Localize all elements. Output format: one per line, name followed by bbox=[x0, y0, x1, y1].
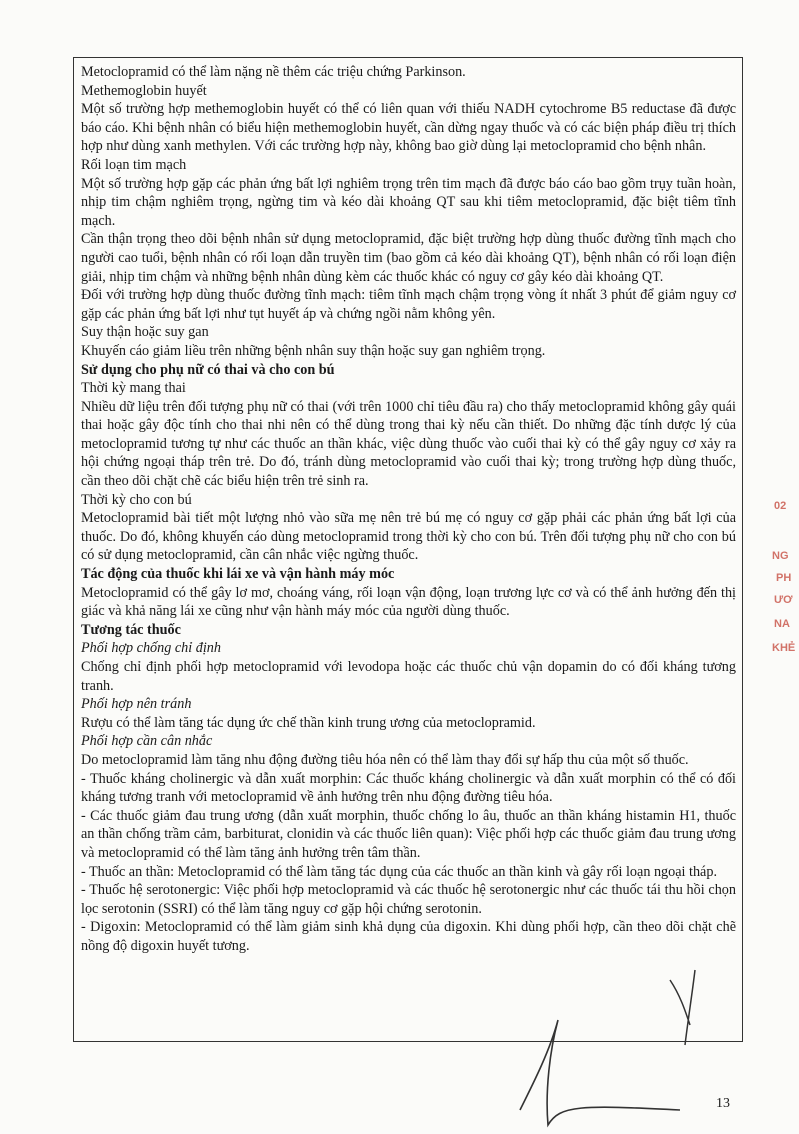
bold-heading: Sử dụng cho phụ nữ có thai và cho con bú bbox=[81, 361, 335, 378]
paragraph: Rượu có thể làm tăng tác dụng ức chế thần kinh trung ương của metoclopramid. bbox=[81, 714, 536, 731]
paragraph: Nhiều dữ liệu trên đối tượng phụ nữ có thai (với trên 1000 chỉ tiêu đầu ra) cho thấy metoclopramid không gây quái thai hoặc gây độc tính cho thai nhi nên có thể dùng trong thai kỳ nếu cần thiết. Do những đặc tính dược lý của metoclopramid tương tự như các thuốc an thần khác, việc dùng thuốc vào cuối thai kỳ có thể gây nguy cơ xảy ra hội chứng ngoại tháp trên trẻ. Do đó, tránh dùng metoclopramid vào cuối thai kỳ; trong trường hợp dùng thuốc, cần theo dõi chặt chẽ các biểu hiện trên trẻ sinh ra. bbox=[81, 398, 736, 490]
stamp-text: 02 bbox=[774, 500, 787, 512]
section-heading: Suy thận hoặc suy gan bbox=[81, 324, 209, 341]
italic-heading: Phối hợp chống chỉ định bbox=[81, 640, 221, 657]
paragraph: Khuyến cáo giảm liều trên những bệnh nhân suy thận hoặc suy gan nghiêm trọng. bbox=[81, 342, 546, 359]
page-number: 13 bbox=[716, 1096, 730, 1111]
stamp-text: ƯƠ bbox=[774, 594, 793, 606]
stamp-text: KHẺ bbox=[772, 642, 796, 654]
paragraph: Cần thận trọng theo dõi bệnh nhân sử dụng metoclopramid, đặc biệt trường hợp dùng thuốc đường tĩnh mạch cho người cao tuổi, bệnh nhân có rối loạn dẫn truyền tim (bao gồm cả kéo dài khoảng QT), bệnh nhân có rối loạn điện giải, nhịp tim chậm và những bệnh nhân dùng kèm các thuốc khác có nguy cơ gây kéo dài khoảng QT. bbox=[81, 231, 736, 285]
list-item: - Thuốc hệ serotonergic: Việc phối hợp metoclopramid và các thuốc hệ serotonergic như các thuốc tái thu hồi chọn lọc serotonin (SSRI) có thể làm tăng nguy cơ gặp hội chứng serotonin. bbox=[81, 882, 736, 917]
paragraph: Metoclopramid có thể gây lơ mơ, choáng váng, rối loạn vận động, loạn trương lực cơ và có thể ảnh hưởng đến thị giác và khả năng lái xe cũng như vận hành máy móc của người dùng thuốc. bbox=[81, 584, 736, 620]
stamp-text: NA bbox=[774, 618, 790, 630]
stamp-fragment bbox=[762, 370, 799, 700]
paragraph: Một số trường hợp gặp các phản ứng bất lợi nghiêm trọng trên tim mạch đã được báo cáo bao gồm trụy tuần hoàn, nhịp tim chậm nghiêm trọng, ngừng tim và kéo dài khoảng QT sau khi tiêm metoclopramid, đặc biệt tiêm tĩnh mạch. bbox=[81, 175, 736, 229]
italic-heading: Phối hợp cần cân nhắc bbox=[81, 733, 213, 750]
list-item: - Các thuốc giảm đau trung ương (dẫn xuất morphin, thuốc chống lo âu, thuốc an thần kháng histamin H1, thuốc an thần chống trầm cảm, barbiturat, clonidin và các thuốc liên quan): Việc phối hợp các thuốc giảm đau trung ương và metoclopramid có thể làm tăng ảnh hưởng trên tâm thần. bbox=[81, 807, 736, 861]
document-body bbox=[81, 63, 736, 956]
list-item: - Digoxin: Metoclopramid có thể làm giảm sinh khả dụng của digoxin. Khi dùng phối hợp, cần theo dõi chặt chẽ nồng độ digoxin huyết tương. bbox=[81, 919, 736, 954]
bold-heading: Tương tác thuốc bbox=[81, 621, 181, 638]
paragraph: Metoclopramid có thể làm nặng nề thêm các triệu chứng Parkinson. bbox=[81, 64, 466, 80]
stamp-text: PH bbox=[776, 572, 792, 584]
paragraph: Do metoclopramid làm tăng nhu động đường tiêu hóa nên có thể làm thay đổi sự hấp thu của một số thuốc. bbox=[81, 751, 689, 768]
paragraph: Đối với trường hợp dùng thuốc đường tĩnh mạch: tiêm tĩnh mạch chậm trọng vòng ít nhất 3 phút để giảm nguy cơ gặp các phản ứng bất lợi như tụt huyết áp và chứng ngồi nằm không yên. bbox=[81, 287, 736, 322]
paragraph: Một số trường hợp methemoglobin huyết có thể có liên quan với thiếu NADH cytochrome B5 reductase đã được báo cáo. Khi bệnh nhân có biểu hiện methemoglobin huyết, cần dừng ngay thuốc và có các biện pháp điều trị thích hợp như dùng xanh methylen. Với các trường hợp này, không bao giờ dùng lại metoclopramid cho bệnh nhân. bbox=[81, 101, 736, 155]
section-heading: Methemoglobin huyết bbox=[81, 82, 207, 99]
list-item: - Thuốc kháng cholinergic và dẫn xuất morphin: Các thuốc kháng cholinergic và dẫn xuất morphin có thể có đối kháng tương tranh với metoclopramid về ảnh hưởng trên nhu động đường tiêu hóa. bbox=[81, 770, 736, 806]
italic-heading: Phối hợp nên tránh bbox=[81, 696, 192, 713]
section-heading: Thời kỳ mang thai bbox=[81, 380, 186, 397]
bold-heading: Tác động của thuốc khi lái xe và vận hành máy móc bbox=[81, 566, 395, 583]
list-item: - Thuốc an thần: Metoclopramid có thể làm tăng tác dụng của các thuốc an thần kinh và gây rối loạn ngoại tháp. bbox=[81, 863, 717, 880]
paragraph: Metoclopramid bài tiết một lượng nhỏ vào sữa mẹ nên trẻ bú mẹ có nguy cơ gặp phải các phản ứng bất lợi của thuốc. Do đó, không khuyến cáo dùng metoclopramid trong thời kỳ cho con bú. Trên đối tượng phụ nữ cho con bú có sử dụng metoclopramid, cần cân nhắc việc ngừng thuốc. bbox=[81, 510, 736, 564]
section-heading: Rối loạn tim mạch bbox=[81, 156, 187, 173]
stamp-text: NG bbox=[772, 550, 789, 562]
handwritten-signature bbox=[480, 940, 740, 1130]
paragraph: Chống chỉ định phối hợp metoclopramid với levodopa hoặc các thuốc chủ vận dopamin do có đối kháng tương tranh. bbox=[81, 659, 736, 694]
section-heading: Thời kỳ cho con bú bbox=[81, 491, 192, 508]
